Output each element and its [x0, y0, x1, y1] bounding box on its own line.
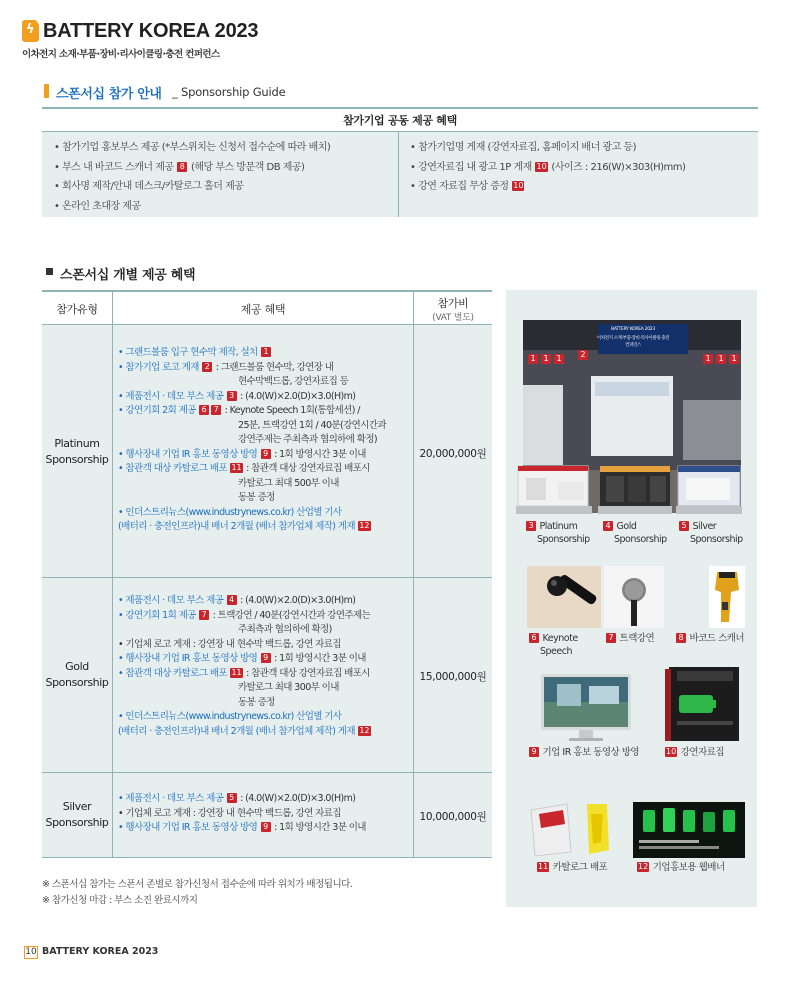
caption-book [664, 747, 724, 760]
benefit-detail: : 1회 방영시간 3분 이내 [274, 448, 366, 460]
benefit-detail: 현수막백드롭, 강연자료집 등 [238, 376, 349, 387]
benefit-line [118, 477, 410, 492]
badge: 1 [261, 347, 271, 357]
badge: 3 [227, 391, 237, 401]
benefit-note: (해당 부스 방문객 DB 제공) [190, 161, 305, 173]
badge: 4 [603, 521, 613, 531]
type-line: Silver [62, 800, 92, 813]
caption-text: Sponsorship [614, 533, 667, 545]
benefit-title: • 인더스트리뉴스(www.industrynews.co.kr) 산업별 기사 [118, 711, 342, 722]
logo-subtitle: 이차전지 소재·부품·장비·리사이클링·충전 컨퍼런스 [22, 49, 220, 60]
badge: 9 [261, 653, 271, 663]
catalog-image [527, 802, 625, 858]
price-gold: 15,000,000원 [419, 671, 487, 683]
benefit-text: • 강연자료집 내 광고 1P 게재 [410, 161, 532, 173]
benefit-detail: 동봉 증정 [238, 492, 275, 503]
benefit-title: (배터리 · 충전인프라)내 배너 2개월 (배너 참가업체 제작) 게재 [118, 725, 355, 737]
badge: 4 [227, 595, 237, 605]
benefit-text: • 참가기업명 게재 (강연자료집, 홈페이지 배너 광고 등) [410, 142, 636, 153]
column-divider [112, 292, 113, 324]
benefit-line [118, 609, 410, 624]
common-benefits-table [42, 107, 758, 216]
common-benefits-heading: 참가기업 공동 제공 혜택 [42, 109, 758, 132]
benefit-detail: : Keynote Speech 1회(통합세션) / [224, 405, 360, 416]
benefit-title: • 제품전시 · 데모 부스 제공 [118, 793, 224, 804]
badge-2: 2 [578, 350, 588, 360]
type-line: Sponsorship [45, 676, 109, 689]
benefit-line [118, 623, 410, 638]
benefit-item [410, 177, 685, 197]
benefit-line [118, 792, 410, 807]
benefit-note: (사이즈 : 216(W)×303(H)mm) [551, 161, 686, 173]
benefit-line [118, 520, 410, 535]
benefit-detail: : (4.0(W)×2.0(D)×3.0(H)m) [240, 595, 356, 606]
benefit-title: • 인더스트리뉴스(www.industrynews.co.kr) 산업별 기사 [118, 506, 342, 518]
benefit-title: • 행사장내 기업 IR 홍보 동영상 방영 [118, 448, 258, 460]
caption-platinum [525, 521, 590, 546]
header-type: 참가유형 [56, 303, 98, 316]
common-benefits-left [54, 138, 330, 216]
benefit-title: • 행사장내 기업 IR 홍보 동영상 방영 [118, 653, 258, 664]
section-bullet-icon [46, 268, 53, 275]
benefit-text: • 참가기업 홍보부스 제공 (*부스위치는 신청서 접수순에 따라 배치) [54, 142, 331, 153]
caption-silver [678, 521, 743, 546]
proceedings-book-image [663, 665, 745, 745]
note-1: ※ 스폰서십 참가는 스폰서 존별로 참가신청서 접수순에 따라 위치가 배정됩니다. [42, 879, 353, 890]
note-2: ※ 참가신청 마감 : 부스 소진 완료시까지 [42, 895, 198, 906]
column-divider [413, 292, 414, 324]
benefit-line [118, 404, 410, 419]
price-silver: 10,000,000원 [419, 811, 487, 823]
badge: 10 [513, 181, 524, 190]
header-fee-note: (VAT 별도) [432, 313, 474, 323]
price-platinum: 20,000,000원 [419, 448, 487, 460]
badge: 11 [231, 667, 242, 677]
type-line: Sponsorship [45, 453, 109, 466]
benefit-item [54, 158, 330, 178]
type-line: Platinum [54, 437, 100, 450]
badge: 3 [526, 521, 536, 531]
type-line: Gold [65, 660, 89, 673]
section1-subtitle: _ Sponsorship Guide [172, 85, 286, 99]
badge: 7 [606, 633, 616, 643]
web-banner-image [633, 802, 745, 858]
common-benefits-body [42, 132, 758, 217]
benefit-line [118, 807, 410, 822]
benefit-text: • 부스 내 바코드 스캐너 제공 [54, 161, 174, 173]
benefit-detail: • 기업체 로고 게재 : 강연장 내 현수막 백드롭, 강연 자료집 [118, 638, 341, 650]
silver-booth-image [676, 462, 744, 518]
benefit-item [54, 197, 330, 217]
badge: 5 [679, 521, 689, 531]
type-line: Sponsorship [45, 816, 109, 829]
benefit-line [118, 667, 410, 682]
benefit-item [410, 158, 685, 178]
badge: 2 [202, 362, 212, 372]
benefit-item [54, 138, 330, 158]
benefit-title: (배터리 · 충전인프라)내 배너 2개월 (배너 참가업체 제작) 게재 [118, 521, 355, 532]
caption-text: 트랙강연 [619, 633, 655, 644]
caption-gold [602, 521, 667, 546]
benefit-text: • 온라인 초대장 제공 [54, 200, 141, 212]
benefit-title: • 제품전시 · 데모 부스 제공 [118, 390, 224, 402]
header-benefit: 제공 혜택 [240, 303, 286, 316]
badge: 12 [359, 521, 370, 530]
benefits-gold [118, 594, 410, 739]
benefit-line [118, 725, 410, 740]
caption-catalog [536, 862, 607, 875]
benefit-detail: 주최측과 협의하에 확정) [238, 624, 332, 635]
benefit-item [410, 138, 685, 158]
benefit-line [118, 419, 410, 434]
table-top-rule [42, 290, 492, 292]
benefit-detail: 동봉 증정 [238, 696, 275, 708]
caption-text: 강연자료집 [680, 747, 725, 758]
benefits-platinum [118, 346, 410, 535]
caption-ir [528, 747, 639, 760]
benefit-text: • 강연 자료집 무상 증정 [410, 181, 509, 192]
caption-text: 기업홍보용 웹배너 [652, 862, 725, 873]
benefit-line [118, 821, 410, 836]
badge-1: 1 [716, 354, 726, 364]
benefit-line [118, 448, 410, 463]
hall-banner-text: 이차전지 소재·부품·장비·리사이클링·충전 컨퍼런스 [596, 336, 670, 348]
caption-track [605, 633, 654, 646]
badge-1: 1 [541, 354, 551, 364]
badge: 5 [227, 793, 237, 803]
barcode-scanner-image [709, 566, 745, 628]
badge: 7 [211, 405, 221, 415]
badge: 10 [666, 747, 677, 756]
caption-text: 기업 IR 홍보 동영상 방영 [542, 747, 640, 758]
benefit-title: • 참관객 대상 카탈로그 배포 [118, 667, 228, 679]
benefit-line [118, 652, 410, 667]
badge: 9 [261, 822, 271, 832]
caption-text: Sponsorship [690, 533, 743, 545]
benefit-line [118, 361, 410, 376]
badge: 8 [676, 633, 686, 643]
benefit-title: • 참관객 대상 카탈로그 배포 [118, 463, 228, 474]
benefit-line [118, 433, 410, 448]
common-benefits-right [410, 138, 685, 197]
badge: 7 [199, 610, 209, 620]
benefit-detail: 카탈로그 최대 300부 이내 [238, 682, 339, 693]
column-divider [413, 324, 414, 858]
column-divider [112, 324, 113, 858]
benefit-detail: : 트랙강연 / 40분(강연시간과 강연주제는 [212, 609, 371, 621]
badge: 6 [199, 405, 209, 415]
section2-title: 스폰서십 개별 제공 혜택 [60, 268, 196, 283]
badge: 9 [529, 747, 539, 757]
platinum-booth-image [516, 462, 594, 518]
caption-text: Speech [540, 645, 572, 657]
benefit-text: • 회사명 제작/안내 데스크/카탈로그 홀더 제공 [54, 181, 244, 192]
caption-text: Keynote [542, 633, 578, 644]
benefit-detail: • 기업체 로고 게재 : 강연장 내 현수막 백드롭, 강연 자료집 [118, 807, 341, 819]
benefit-detail: 카탈로그 최대 500부 이내 [238, 477, 339, 489]
footer-text: BATTERY KOREA 2023 [42, 946, 159, 957]
gold-booth-image [598, 462, 672, 518]
benefit-detail: : (4.0(W)×2.0(D)×3.0(H)m) [240, 793, 356, 804]
benefit-item [54, 177, 330, 197]
benefit-detail: 25분, 트랙강연 1회 / 40분(강연시간과 [238, 419, 386, 431]
badge: 11 [231, 463, 242, 472]
type-platinum [42, 436, 112, 468]
benefit-line [118, 594, 410, 609]
keynote-mic-image [527, 566, 601, 628]
badge: 8 [177, 162, 187, 172]
benefit-title: • 강연기회 1회 제공 [118, 609, 196, 621]
benefit-detail: 강연주제는 주최측과 협의하에 확정) [238, 434, 378, 445]
bolt-icon: ϟ [26, 22, 35, 37]
benefit-title: • 강연기회 2회 제공 [118, 405, 196, 416]
benefit-line [118, 638, 410, 653]
benefit-detail: : 1회 방영시간 3분 이내 [274, 822, 366, 833]
benefit-title: • 행사장내 기업 IR 홍보 동영상 방영 [118, 822, 258, 833]
section1-title: 스폰서십 참가 안내 [56, 87, 162, 102]
benefit-title: • 그랜드볼룸 입구 현수막 제작, 설치 [118, 347, 258, 358]
benefit-line [118, 696, 410, 711]
caption-web [636, 862, 725, 875]
benefit-detail: : 참관객 대상 강연자료집 배포시 [246, 667, 370, 679]
caption-text: Platinum [539, 521, 578, 532]
logo-text: BATTERY KOREA 2023 [43, 20, 259, 42]
caption-text: Gold [616, 521, 637, 532]
benefit-line [118, 506, 410, 521]
benefit-line [118, 390, 410, 405]
badge: 12 [638, 862, 649, 871]
badge: 12 [359, 725, 370, 735]
column-divider [398, 132, 399, 217]
track-mic-image [604, 566, 664, 628]
badge: 9 [261, 449, 271, 459]
benefits-silver [118, 792, 410, 836]
caption-text: 카탈로그 배포 [552, 862, 608, 873]
badge-1: 1 [528, 354, 538, 364]
caption-text: 바코드 스캐너 [689, 633, 745, 644]
benefit-detail: : 참관객 대상 강연자료집 배포시 [246, 463, 370, 474]
benefit-title: • 제품전시 · 데모 부스 제공 [118, 595, 224, 606]
badge-1: 1 [554, 354, 564, 364]
badge-1: 1 [703, 354, 713, 364]
benefit-title: • 참가기업 로고 게재 [118, 361, 199, 373]
caption-text: Silver [692, 521, 717, 532]
type-silver [42, 799, 112, 831]
benefit-detail: : 1회 방영시간 3분 이내 [274, 653, 366, 664]
badge: 11 [538, 862, 549, 871]
benefit-line [118, 462, 410, 477]
benefit-line [118, 375, 410, 390]
section-marker [44, 84, 49, 98]
badge-1: 1 [729, 354, 739, 364]
badge: 6 [529, 633, 539, 643]
benefit-detail: : 그랜드볼룸 현수막, 강연장 내 [215, 361, 334, 373]
benefit-detail: : (4.0(W)×2.0(D)×3.0(H)m) [240, 390, 356, 402]
ir-video-monitor-image [539, 672, 633, 744]
caption-keynote [528, 633, 578, 658]
header-fee: 참가비 [437, 297, 469, 310]
caption-scanner [675, 633, 744, 646]
page-number: 10 [25, 947, 37, 957]
benefit-line [118, 681, 410, 696]
hall-banner-title: BATTERY KOREA 2023 [611, 327, 655, 332]
benefit-line [118, 346, 410, 361]
benefit-line [118, 491, 410, 506]
badge: 10 [536, 161, 547, 171]
caption-text: Sponsorship [537, 533, 590, 545]
type-gold [42, 659, 112, 691]
benefit-line [118, 710, 410, 725]
